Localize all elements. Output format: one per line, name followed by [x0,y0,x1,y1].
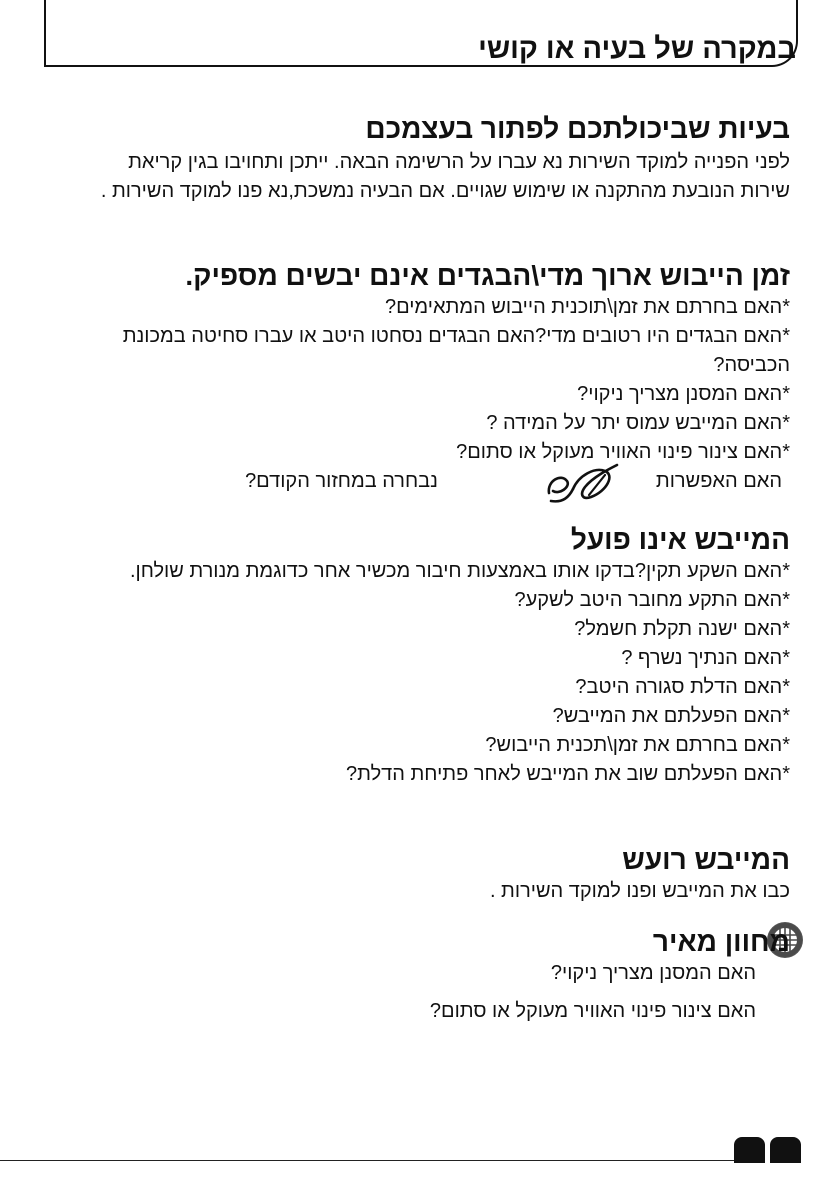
list-item: *האם בחרתם את זמן\תוכנית הייבוש המתאימים? [384,296,790,318]
indicator-section [80,925,790,1026]
noisy-section [80,843,790,906]
list-item: *האם המייבש עמוס יתר על המידה ? [486,412,790,434]
footer-rule [0,1160,760,1161]
noisy-text: כבו את המייבש ופנו למוקד השירות . [489,880,790,902]
noisy-heading: המייבש רועש [622,844,790,875]
long-dry-heading: זמן הייבוש ארוך מדי\הבגדים אינם יבשים מספיק. [185,260,790,291]
eco-line-start: האם האפשרות [655,470,782,492]
intro-heading: בעיות שביכולתכם לפתור בעצמכם [365,113,790,144]
page-title: במקרה של בעיה או קושי [478,33,796,65]
eco-option-line [80,467,790,496]
list-item: *האם הדלת סגורה היטב? [575,676,790,698]
eco-line-end: נבחרה במחזור הקודם? [245,470,438,492]
list-item: *האם המסנן מצריך ניקוי? [577,383,790,405]
not-working-section [80,523,790,789]
page-marker [770,1137,801,1163]
list-item: האם צינור פינוי האוויר מעוקל או סתום? [429,1000,756,1022]
list-item: *האם הבגדים היו רטובים מדי?האם הבגדים נסחטו היטב או עברו סחיטה במכונת הכביסה? [122,325,790,376]
eco-logo-icon [543,461,623,507]
list-item: *האם התקע מחובר היטב לשקע? [514,589,790,611]
list-item: *האם הפעלתם שוב את המייבש לאחר פתיחת הדלת? [346,763,790,785]
intro-text: לפני הפנייה למוקד השירות נא עברו על הרשימה הבאה. ייתכן ותחויבו בגין קריאת שירות הנובעת מהתקנה או שימוש שגויים. אם הבעיה נמשכת,נא פנו למוקד השירות . [100,151,790,202]
eco-logo-slot [438,467,656,496]
indicator-heading: מחוון מאיר [652,926,790,957]
list-item: *האם השקע תקין?בדקו אותו באמצעות חיבור מכשיר אחר כדוגמת מנורת שולחן. [129,560,790,582]
list-item: *האם הנתיך נשרף ? [621,647,790,669]
long-dry-section [80,259,790,496]
list-item: *האם הפעלתם את המייבש? [552,705,790,727]
list-item: האם המסנן מצריך ניקוי? [550,962,756,984]
page-marker [734,1137,765,1163]
list-item: *האם צינור פינוי האוויר מעוקל או סתום? [456,441,790,463]
not-working-heading: המייבש אינו פועל [570,524,790,555]
list-item: *האם בחרתם את זמן\תכנית הייבוש? [485,734,790,756]
intro-section [80,112,790,206]
list-item: *האם ישנה תקלת חשמל? [574,618,790,640]
